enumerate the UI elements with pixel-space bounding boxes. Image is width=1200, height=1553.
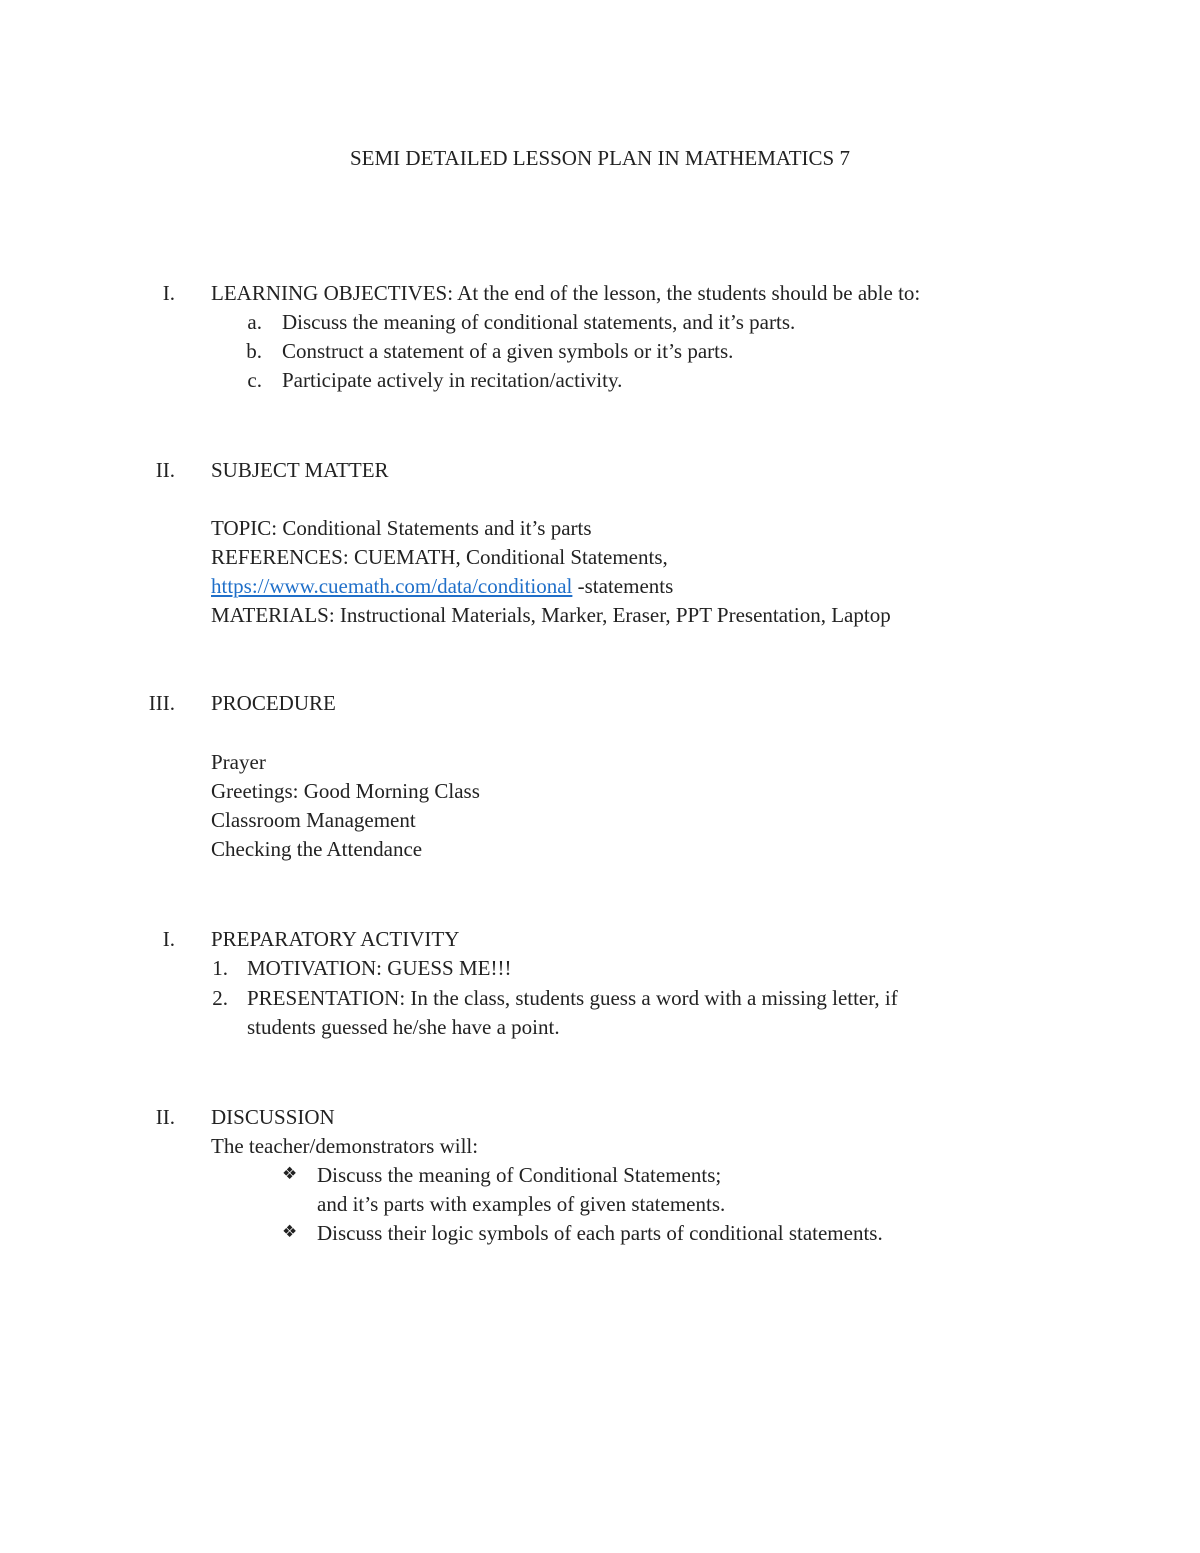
diamond-bullet-icon: ❖	[282, 1222, 298, 1242]
references-line: REFERENCES: CUEMATH, Conditional Statements,	[211, 545, 668, 569]
reference-url-line	[211, 576, 673, 597]
list-marker: c.	[247, 368, 262, 392]
topic-line: TOPIC: Conditional Statements and it’s parts	[211, 516, 592, 540]
section-numeral: I.	[162, 281, 175, 305]
procedure-line: Checking the Attendance	[211, 837, 423, 861]
procedure-line: Prayer	[211, 750, 266, 774]
page-title: SEMI DETAILED LESSON PLAN IN MATHEMATICS 7	[350, 146, 850, 170]
materials-line: MATERIALS: Instructional Materials, Marker, Eraser, PPT Presentation, Laptop	[211, 603, 891, 627]
list-marker: b.	[246, 339, 262, 363]
activity-item: MOTIVATION: GUESS ME!!!	[247, 956, 512, 980]
diamond-bullet-icon: ❖	[282, 1164, 298, 1184]
section-numeral: II.	[155, 458, 175, 482]
procedure-line: Greetings: Good Morning Class	[211, 779, 480, 803]
reference-link[interactable]: https://www.cuemath.com/data/conditional	[211, 574, 573, 598]
discussion-bullet: Discuss their logic symbols of each parts of conditional statements.	[317, 1221, 883, 1245]
objectives-heading: LEARNING OBJECTIVES: At the end of the lesson, the students should be able to:	[211, 281, 921, 305]
activity-item: PRESENTATION: In the class, students guess a word with a missing letter, if	[247, 986, 898, 1010]
discussion-heading: DISCUSSION	[211, 1105, 335, 1129]
discussion-bullet: Discuss the meaning of Conditional Statements;	[317, 1163, 722, 1187]
discussion-bullet-continuation: and it’s parts with examples of given statements.	[317, 1192, 726, 1216]
section-numeral: II.	[155, 1105, 175, 1129]
activity-item-continuation: students guessed he/she have a point.	[247, 1015, 560, 1039]
preparatory-heading: PREPARATORY ACTIVITY	[211, 927, 460, 951]
procedure-heading: PROCEDURE	[211, 691, 336, 715]
reference-link-suffix: -statements	[572, 574, 674, 598]
section-numeral: III.	[148, 691, 175, 715]
list-marker: 1.	[212, 956, 228, 980]
list-marker: 2.	[212, 986, 228, 1010]
section-numeral: I.	[162, 927, 175, 951]
objective-item: Participate actively in recitation/activity.	[282, 368, 623, 392]
procedure-line: Classroom Management	[211, 808, 416, 832]
objective-item: Discuss the meaning of conditional statements, and it’s parts.	[282, 310, 796, 334]
objective-item: Construct a statement of a given symbols or it’s parts.	[282, 339, 734, 363]
subject-matter-heading: SUBJECT MATTER	[211, 458, 389, 482]
discussion-intro: The teacher/demonstrators will:	[211, 1134, 479, 1158]
list-marker: a.	[247, 310, 262, 334]
